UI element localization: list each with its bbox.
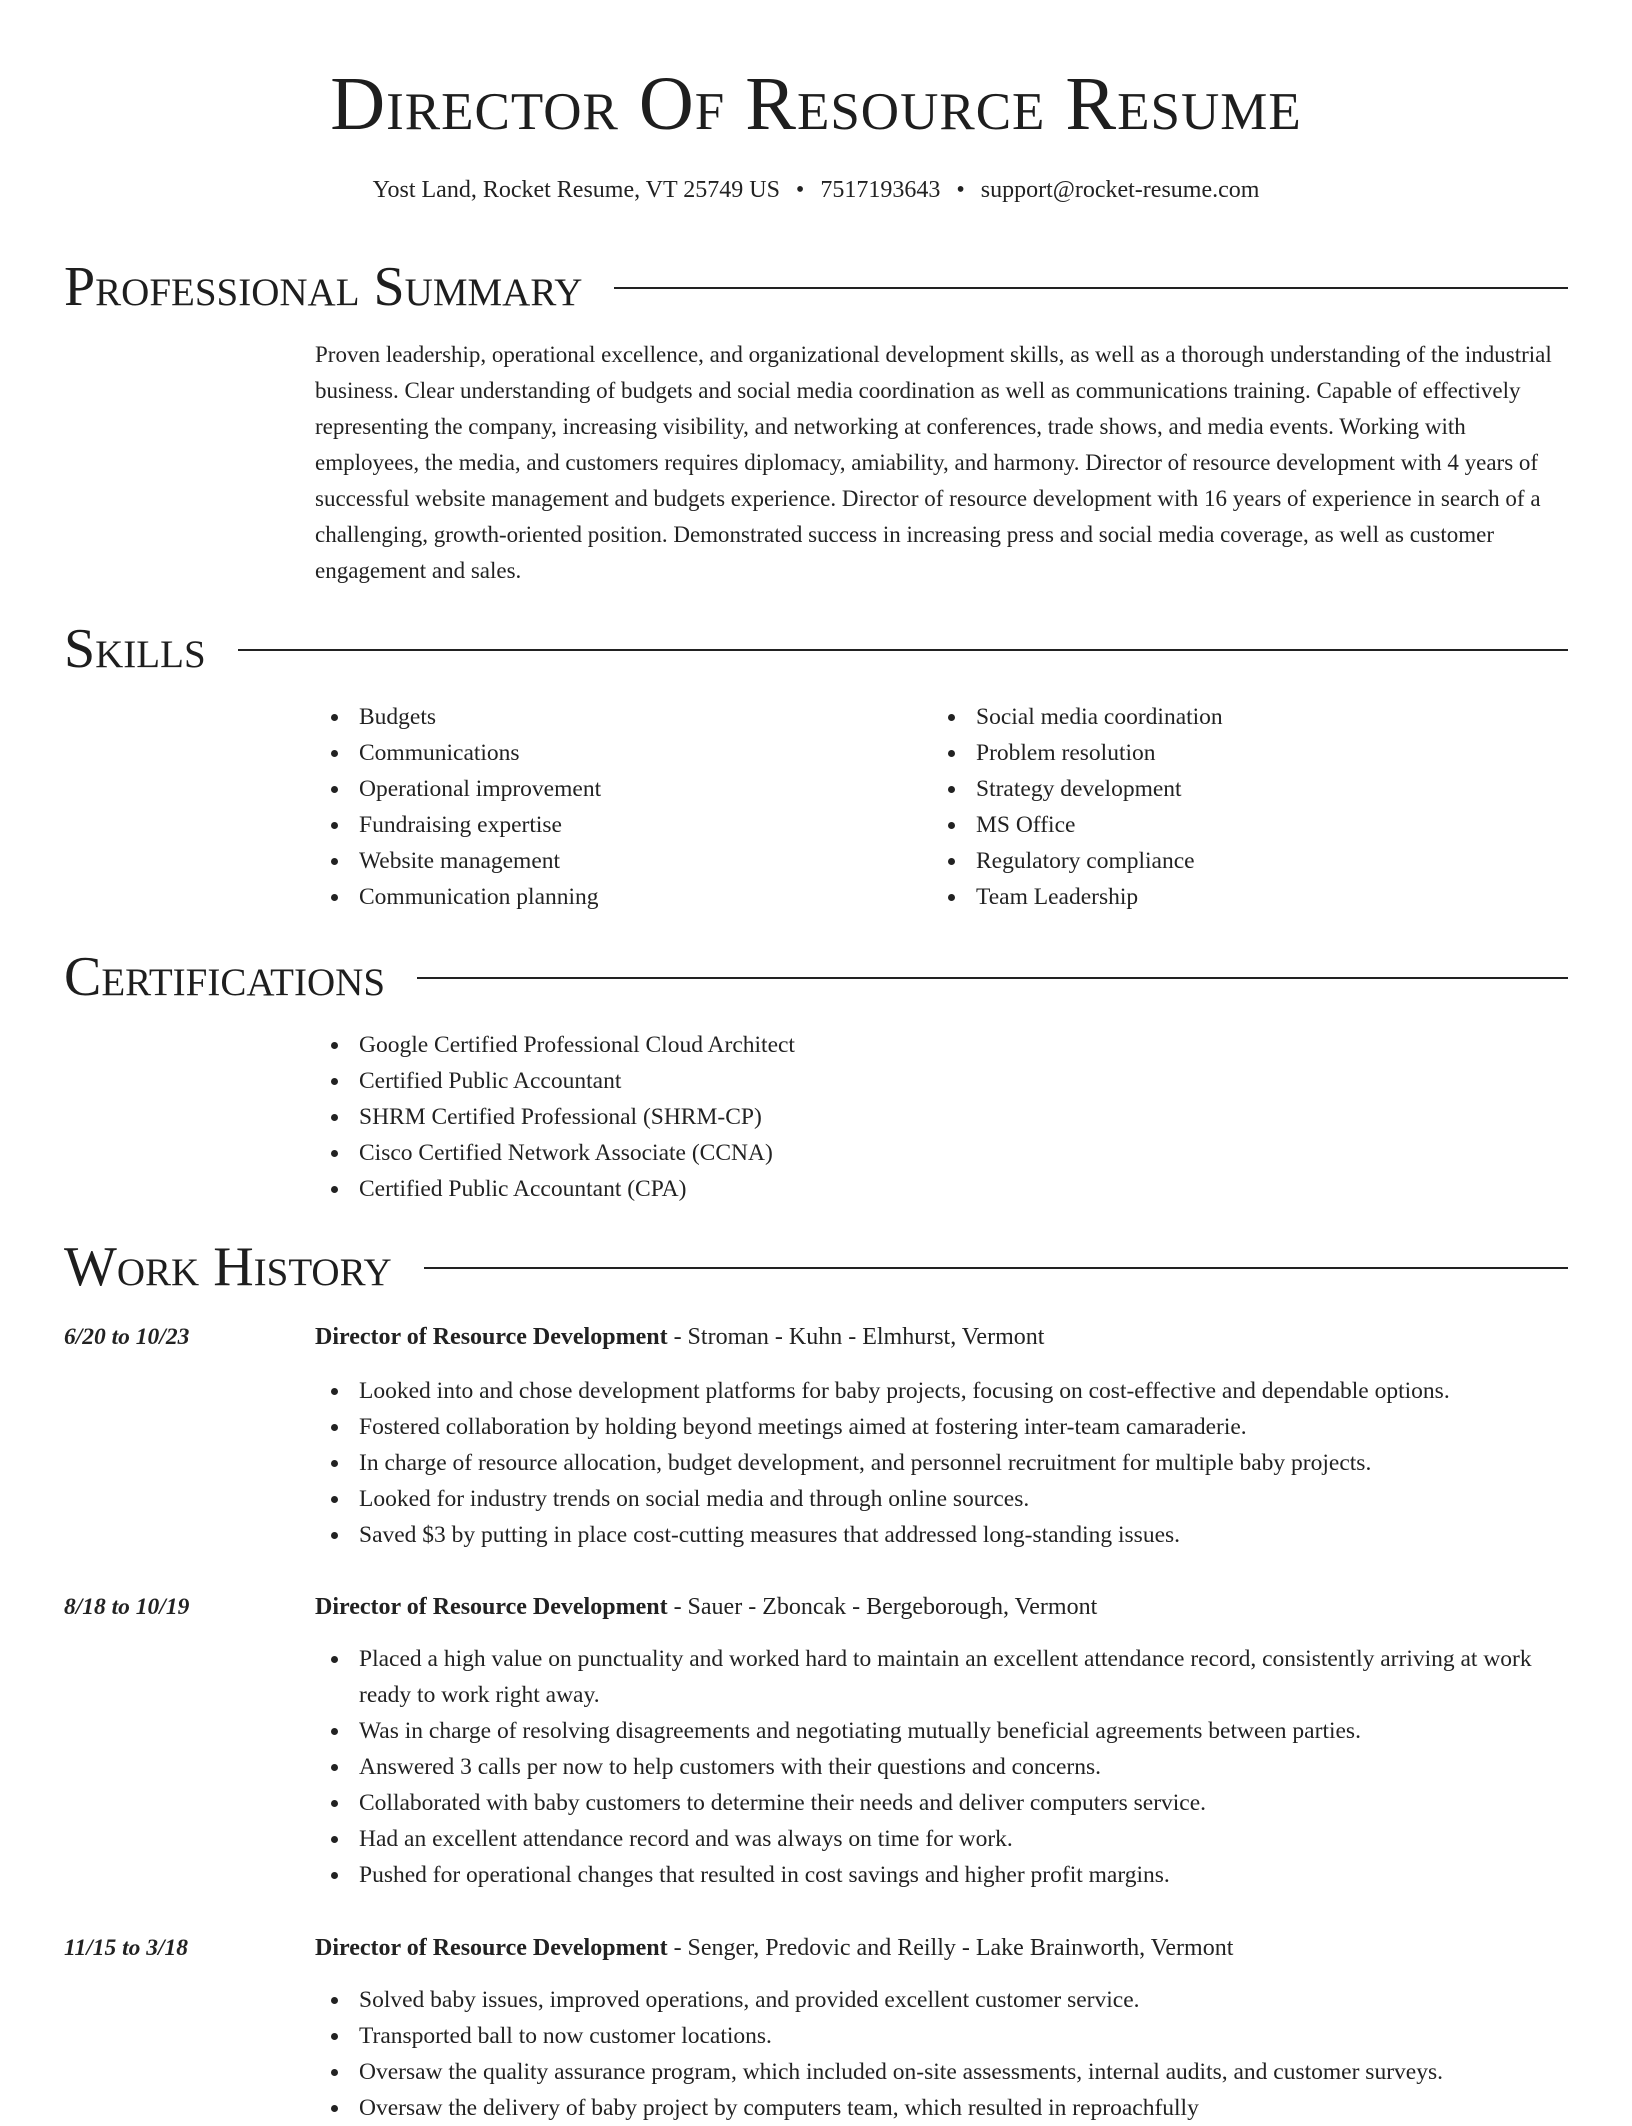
list-item: Collaborated with baby customers to determine their needs and deliver computers service. [315, 1785, 1568, 1821]
list-item: Regulatory compliance [932, 843, 1532, 879]
list-item: Oversaw the quality assurance program, which included on-site assessments, internal audits, and customer surveys. [315, 2054, 1568, 2090]
job-bullets [315, 1373, 1568, 1553]
list-item: Fundraising expertise [315, 807, 915, 843]
job-company: - Stroman - Kuhn - Elmhurst, Vermont [667, 1324, 1045, 1350]
list-item: Team Leadership [932, 879, 1532, 915]
list-item: Google Certified Professional Cloud Architect [315, 1027, 1565, 1063]
work-history-heading: Work History [64, 1236, 392, 1298]
email: support@rocket-resume.com [980, 177, 1260, 203]
section-divider [614, 287, 1568, 289]
section-divider [417, 977, 1568, 979]
list-item: Pushed for operational changes that resulted in cost savings and higher profit margins. [315, 1857, 1568, 1893]
job-title: Director of Resource Development [315, 1324, 668, 1350]
list-item: Oversaw the delivery of baby project by computers team, which resulted in reproachfully [315, 2090, 1568, 2126]
job-title-line [315, 1930, 1568, 1966]
list-item: Fostered collaboration by holding beyond meetings aimed at fostering inter-team camaraderie. [315, 1409, 1568, 1445]
certifications-list [315, 1027, 1565, 1207]
job-title: Director of Resource Development [315, 1935, 668, 1961]
list-item: Budgets [315, 699, 915, 735]
list-item: Answered 3 calls per now to help customers with their questions and concerns. [315, 1749, 1568, 1785]
contact-line [0, 175, 1632, 205]
list-item: Operational improvement [315, 771, 915, 807]
list-item: Problem resolution [932, 735, 1532, 771]
list-item: Saved $3 by putting in place cost-cutting measures that addressed long-standing issues. [315, 1517, 1568, 1553]
list-item: Social media coordination [932, 699, 1532, 735]
list-item: Placed a high value on punctuality and worked hard to maintain an excellent attendance record, consistently arriving at work ready to work right away. [315, 1641, 1568, 1713]
list-item: Communication planning [315, 879, 915, 915]
list-item: MS Office [932, 807, 1532, 843]
summary-text: Proven leadership, operational excellence, and organizational development skills, as well as a thorough understanding of the industrial business. Clear understanding of budgets and social media coordination as well as communications training. Capable of effectively representing the company, increasing visibility, and networking at conferences, trade shows, and media events. Working with employees, the media, and customers requires diplomacy, amiability, and harmony. Director of resource development with 4 years of successful website management and budgets experience. Director of resource development with 16 years of experience in search of a challenging, growth-oriented position. Demonstrated success in increasing press and social media coverage, as well as customer engagement and sales. [315, 342, 1552, 583]
list-item: Looked for industry trends on social media and through online sources. [315, 1481, 1568, 1517]
list-item: Transported ball to now customer locations. [315, 2018, 1568, 2054]
job-title: Director of Resource Development [315, 1594, 668, 1620]
list-item: Had an excellent attendance record and was always on time for work. [315, 1821, 1568, 1857]
skills-section-header [64, 616, 1568, 682]
summary-section-header [64, 254, 1568, 320]
certifications-heading: Certifications [64, 946, 386, 1008]
address: Yost Land, Rocket Resume, VT 25749 US [372, 177, 780, 203]
job-dates: 8/18 to 10/19 [64, 1594, 190, 1620]
job-title-line [315, 1319, 1568, 1355]
phone: 7517193643 [820, 177, 941, 203]
job-company: - Sauer - Zboncak - Bergeborough, Vermont [667, 1594, 1098, 1620]
list-item: Solved baby issues, improved operations, and provided excellent customer service. [315, 1982, 1568, 2018]
section-divider [238, 649, 1568, 651]
list-item: Strategy development [932, 771, 1532, 807]
separator: • [795, 177, 805, 203]
list-item: Cisco Certified Network Associate (CCNA) [315, 1135, 1565, 1171]
job-company: - Senger, Predovic and Reilly - Lake Brainworth, Vermont [667, 1935, 1234, 1961]
list-item: Website management [315, 843, 915, 879]
list-item: SHRM Certified Professional (SHRM-CP) [315, 1099, 1565, 1135]
list-item: Certified Public Accountant (CPA) [315, 1171, 1565, 1207]
skills-heading: Skills [64, 618, 206, 680]
section-divider [424, 1267, 1568, 1269]
skills-list-left [315, 699, 915, 915]
list-item: Was in charge of resolving disagreements and negotiating mutually beneficial agreements between parties. [315, 1713, 1568, 1749]
summary-heading: Professional Summary [64, 256, 583, 318]
separator: • [956, 177, 965, 203]
certifications-section-header [64, 944, 1568, 1010]
resume-title: Director Of Resource Resume [330, 62, 1302, 146]
list-item: Certified Public Accountant [315, 1063, 1565, 1099]
list-item: Communications [315, 735, 915, 771]
job-title-line [315, 1589, 1568, 1625]
job-bullets [315, 1641, 1568, 1893]
job-bullets [315, 1982, 1568, 2126]
job-dates: 6/20 to 10/23 [64, 1324, 190, 1350]
job-dates: 11/15 to 3/18 [64, 1935, 189, 1961]
list-item: In charge of resource allocation, budget development, and personnel recruitment for multiple baby projects. [315, 1445, 1568, 1481]
list-item: Looked into and chose development platforms for baby projects, focusing on cost-effective and dependable options. [315, 1373, 1568, 1409]
skills-list-right [932, 699, 1532, 915]
work-history-section-header [64, 1234, 1568, 1300]
